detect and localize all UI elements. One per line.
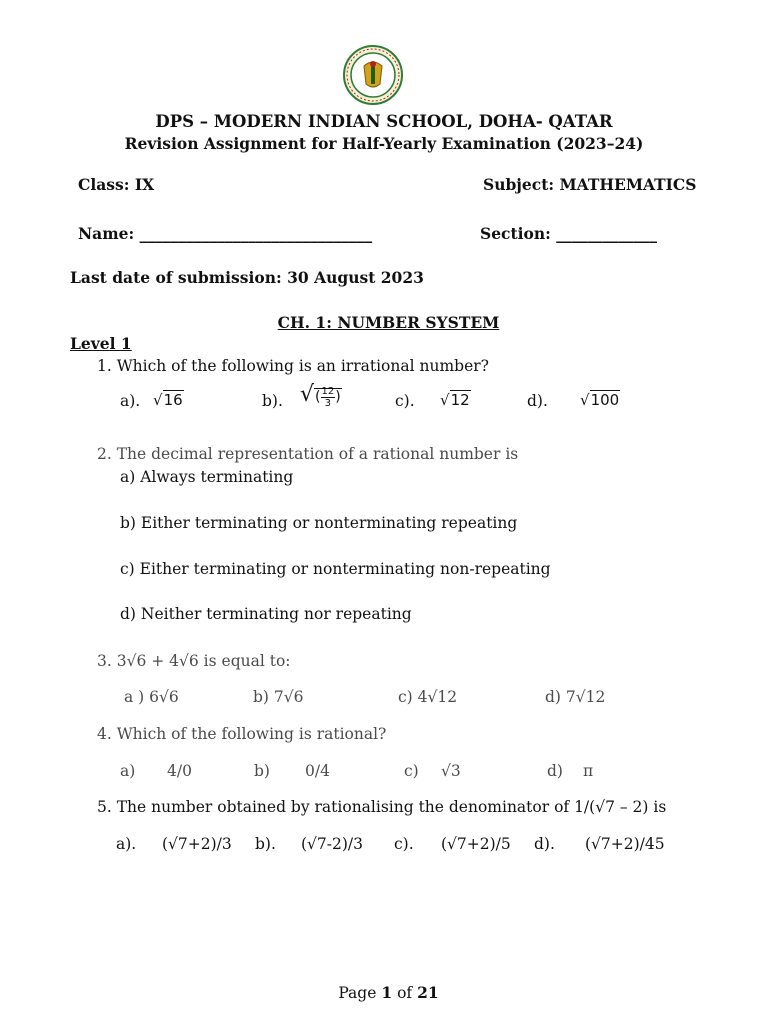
- q2-option-c: c) Either terminating or nonterminating non-repeating: [120, 560, 551, 578]
- q5-option-a-label: a).: [116, 835, 137, 853]
- q3-option-d: d) 7√12: [545, 688, 606, 706]
- q1-option-d-value: 100: [590, 391, 620, 409]
- page-total: 21: [417, 983, 439, 1002]
- q4-option-a-value: 4/0: [167, 762, 192, 780]
- submission-date: Last date of submission: 30 August 2023: [70, 268, 424, 287]
- assignment-title: Revision Assignment for Half-Yearly Examination (2023–24): [124, 134, 644, 153]
- q5-option-a-value: (√7+2)/3: [162, 835, 232, 853]
- q2-option-b: b) Either terminating or nonterminating repeating: [120, 514, 518, 532]
- q4-option-a-label: a): [120, 762, 136, 780]
- school-name: DPS – MODERN INDIAN SCHOOL, DOHA- QATAR: [155, 112, 613, 131]
- school-crest-logo-icon: [342, 44, 404, 106]
- class-label: Class: IX: [78, 175, 155, 194]
- question-3: 3. 3√6 + 4√6 is equal to:: [97, 652, 291, 670]
- question-1: 1. Which of the following is an irrational number?: [97, 357, 489, 375]
- q1-option-d: √100: [580, 391, 620, 409]
- q2-option-a: a) Always terminating: [120, 468, 294, 486]
- q1-option-b-numerator: 12: [321, 385, 335, 397]
- q3-option-b: b) 7√6: [253, 688, 304, 706]
- q1-option-b-denominator: 3: [324, 397, 332, 409]
- q1-option-b-label: b).: [262, 392, 283, 410]
- q3-option-a: a ) 6√6: [124, 688, 179, 706]
- question-2: 2. The decimal representation of a rational number is: [97, 445, 519, 463]
- page-footer: [0, 983, 768, 1002]
- q1-option-a-label: a).: [120, 392, 141, 410]
- q1-option-c-label: c).: [395, 392, 415, 410]
- section-field: Section: _____________: [480, 224, 658, 243]
- q4-option-d-label: d): [547, 762, 563, 780]
- q1-option-b: √( $\frac{12}{3}$ ): [300, 382, 341, 409]
- q4-option-c-label: c): [404, 762, 419, 780]
- question-4: 4. Which of the following is rational?: [97, 725, 387, 743]
- q1-option-a: √16: [153, 391, 183, 409]
- q5-option-b-value: (√7-2)/3: [301, 835, 364, 853]
- q5-option-c-label: c).: [394, 835, 414, 853]
- q2-option-d: d) Neither terminating nor repeating: [120, 605, 412, 623]
- name-field: Name: ______________________________: [78, 224, 373, 243]
- level-heading: Level 1: [70, 334, 132, 353]
- subject-label: Subject: MATHEMATICS: [483, 175, 697, 194]
- q5-option-b-label: b).: [255, 835, 276, 853]
- q5-option-c-value: (√7+2)/5: [441, 835, 511, 853]
- q1-option-c-value: 12: [450, 391, 470, 409]
- q5-option-d-label: d).: [534, 835, 555, 853]
- q4-option-b-label: b): [254, 762, 270, 780]
- q1-option-c: √12: [440, 391, 470, 409]
- of-word: of: [397, 984, 413, 1002]
- page-word: Page: [338, 984, 377, 1002]
- q4-option-c-value: √3: [441, 762, 461, 780]
- page-number: 1: [381, 983, 393, 1002]
- q1-option-d-label: d).: [527, 392, 548, 410]
- q4-option-d-value: π: [583, 762, 594, 780]
- chapter-heading: CH. 1: NUMBER SYSTEM: [277, 313, 500, 332]
- q5-option-d-value: (√7+2)/45: [585, 835, 665, 853]
- question-5: 5. The number obtained by rationalising the denominator of 1/(√7 – 2) is: [97, 798, 667, 816]
- q3-option-c: c) 4√12: [398, 688, 458, 706]
- q4-option-b-value: 0/4: [305, 762, 330, 780]
- q1-option-a-value: 16: [163, 391, 183, 409]
